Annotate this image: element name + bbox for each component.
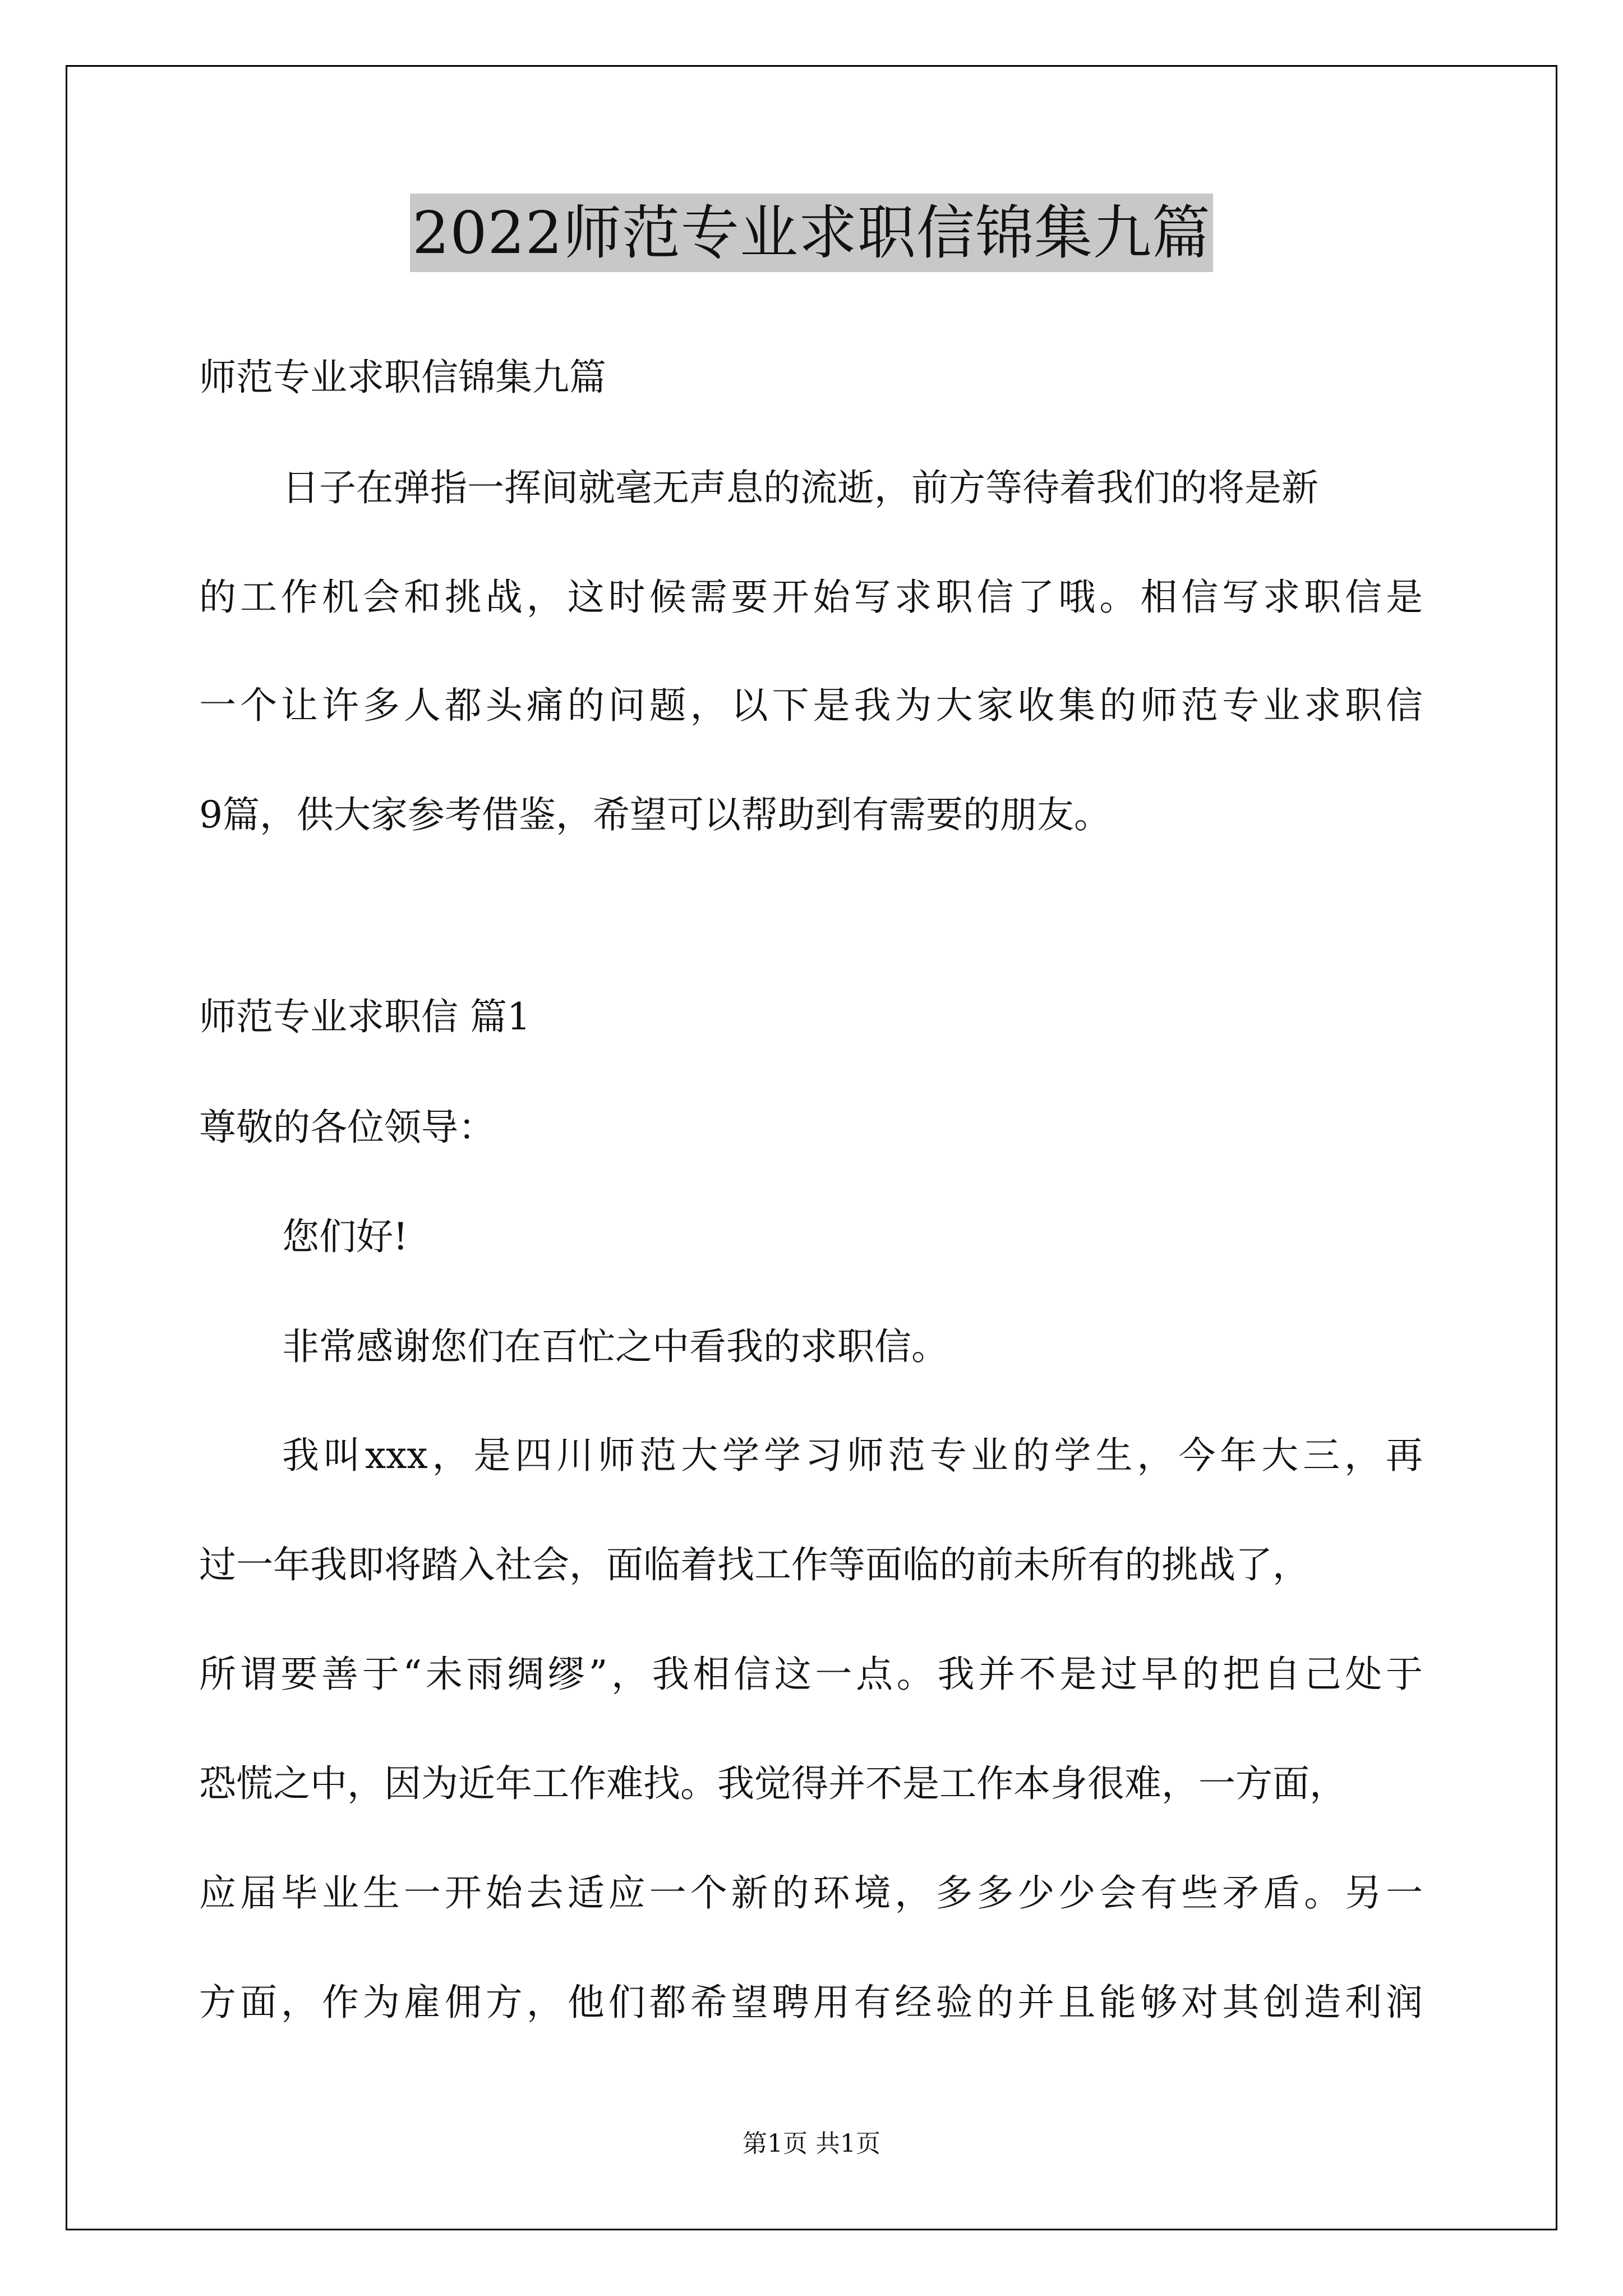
body-line-4: 恐慌之中，因为近年工作难找。我觉得并不是工作本身很难，一方面， [199,1762,1347,1805]
intro-line-4: 9篇，供大家参考借鉴，希望可以帮助到有需要的朋友。 [199,793,1111,836]
body-line-3: 所谓要善于“未雨绸缪”，我相信这一点。我并不是过早的把自己处于 [199,1653,1423,1696]
body-line-6: 方面，作为雇佣方，他们都希望聘用有经验的并且能够对其创造利润 [199,1981,1423,2024]
document-title: 2022师范专业求职信锦集九篇 [410,194,1213,272]
salutation: 尊敬的各位领导： [199,1106,495,1149]
thanks-line: 非常感谢您们在百忙之中看我的求职信。 [282,1325,948,1368]
intro-line-2: 的工作机会和挑战，这时候需要开始写求职信了哦。相信写求职信是 [199,576,1423,619]
body-line-5: 应届毕业生一开始去适应一个新的环境，多多少少会有些矛盾。另一 [199,1871,1423,1915]
body-line-2: 过一年我即将踏入社会，面临着找工作等面临的前未所有的挑战了， [199,1543,1310,1586]
intro-line-3: 一个让许多人都头痛的问题，以下是我为大家收集的师范专业求职信 [199,684,1423,727]
section-heading: 师范专业求职信 篇1 [199,995,531,1038]
document-subtitle: 师范专业求职信锦集九篇 [199,356,606,399]
page-footer: 第1页 共1页 [743,2129,880,2158]
intro-line-1: 日子在弹指一挥间就毫无声息的流逝，前方等待着我们的将是新 [282,466,1318,509]
title-container [0,194,1623,272]
greeting: 您们好! [282,1215,408,1258]
body-line-1: 我叫xxx，是四川师范大学学习师范专业的学生，今年大三，再 [282,1434,1423,1477]
